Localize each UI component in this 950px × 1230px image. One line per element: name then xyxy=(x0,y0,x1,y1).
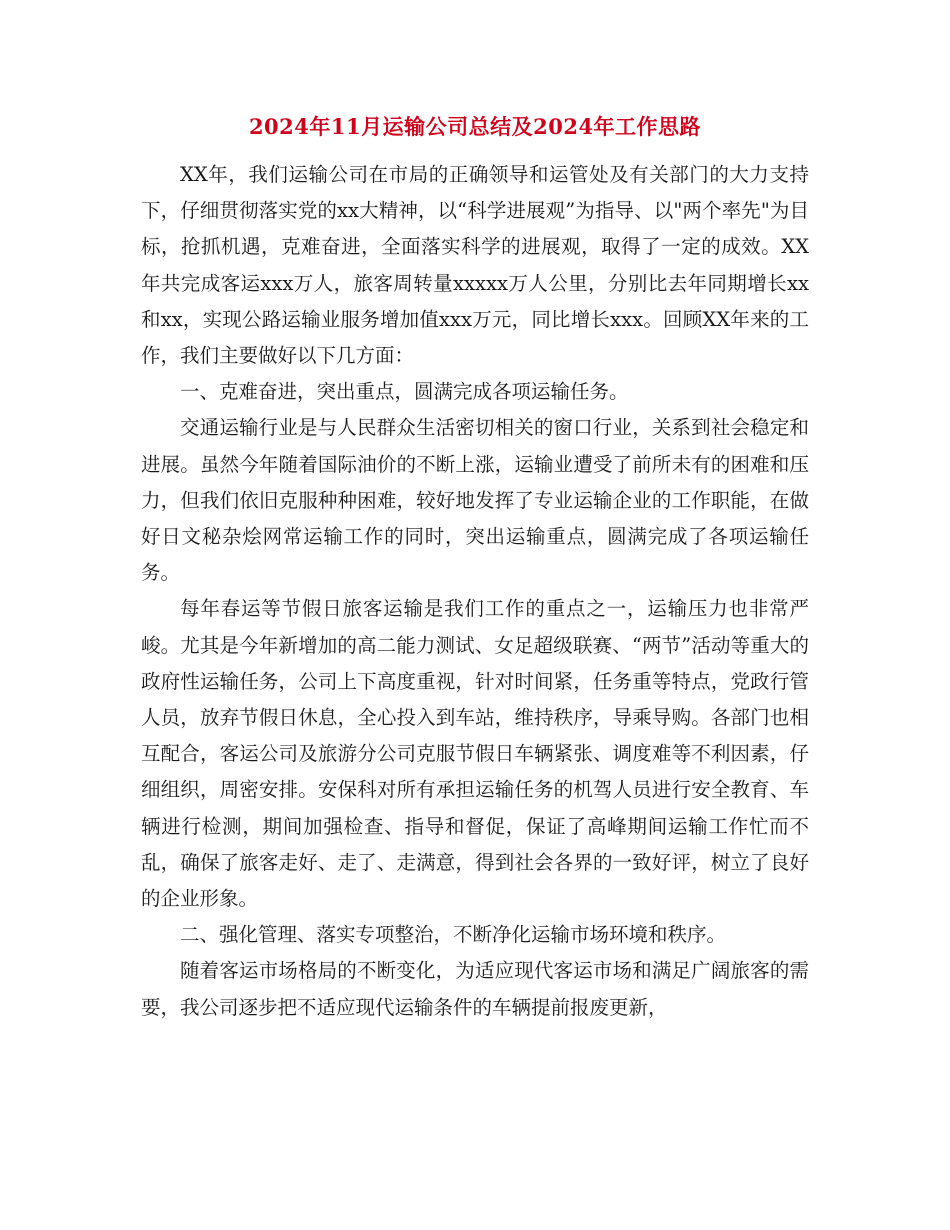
paragraph-transport-industry: 交通运输行业是与人民群众生活密切相关的窗口行业，关系到社会稳定和进展。虽然今年随着国际油价的不断上涨，运输业遭受了前所未有的困难和压力，但我们依旧克服种种困难，较好地发挥了专业运输企业的工作职能，在做好日文秘杂烩网常运输工作的同时，突出运输重点，圆满完成了各项运输任务。 xyxy=(141,416,809,585)
document-body xyxy=(141,157,809,1026)
paragraph-market-changes: 随着客运市场格局的不断变化，为适应现代客运市场和满足广阔旅客的需要，我公司逐步把不适应现代运输条件的车辆提前报废更新， xyxy=(141,959,809,1019)
document-title: 2024年11月运输公司总结及2024年工作思路 xyxy=(248,114,702,139)
paragraph-intro: XX年，我们运输公司在市局的正确领导和运管处及有关部门的大力支持下，仔细贯彻落实党的xx大精神，以“科学进展观”为指导、以"两个率先"为目标，抢抓机遇，克难奋进，全面落实科学的进展观，取得了一定的成效。XX年共完成客运xxx万人，旅客周转量xxxxx万人公里，分别比去年同期增长xx和xx，实现公路运输业服务增加值xxx万元，同比增长xxx。回顾XX年来的工作，我们主要做好以下几方面： xyxy=(141,163,809,368)
section-heading-2: 二、强化管理、落实专项整治，不断净化运输市场环境和秩序。 xyxy=(180,923,727,947)
section-heading-1: 一、克难奋进，突出重点，圆满完成各项运输任务。 xyxy=(180,380,629,404)
paragraph-holiday-transport: 每年春运等节假日旅客运输是我们工作的重点之一，运输压力也非常严峻。尤其是今年新增加的高二能力测试、女足超级联赛、“两节”活动等重大的政府性运输任务，公司上下高度重视，针对时间紧，任务重等特点，党政行管人员，放弃节假日休息，全心投入到车站，维持秩序，导乘导购。各部门也相互配合，客运公司及旅游分公司克服节假日车辆紧张、调度难等不利因素，仔细组织，周密安排。安保科对所有承担运输任务的机驾人员进行安全教育、车辆进行检测，期间加强检查、指导和督促，保证了高峰期间运输工作忙而不乱，确保了旅客走好、走了、走满意，得到社会各界的一致好评，树立了良好的企业形象。 xyxy=(141,597,809,911)
